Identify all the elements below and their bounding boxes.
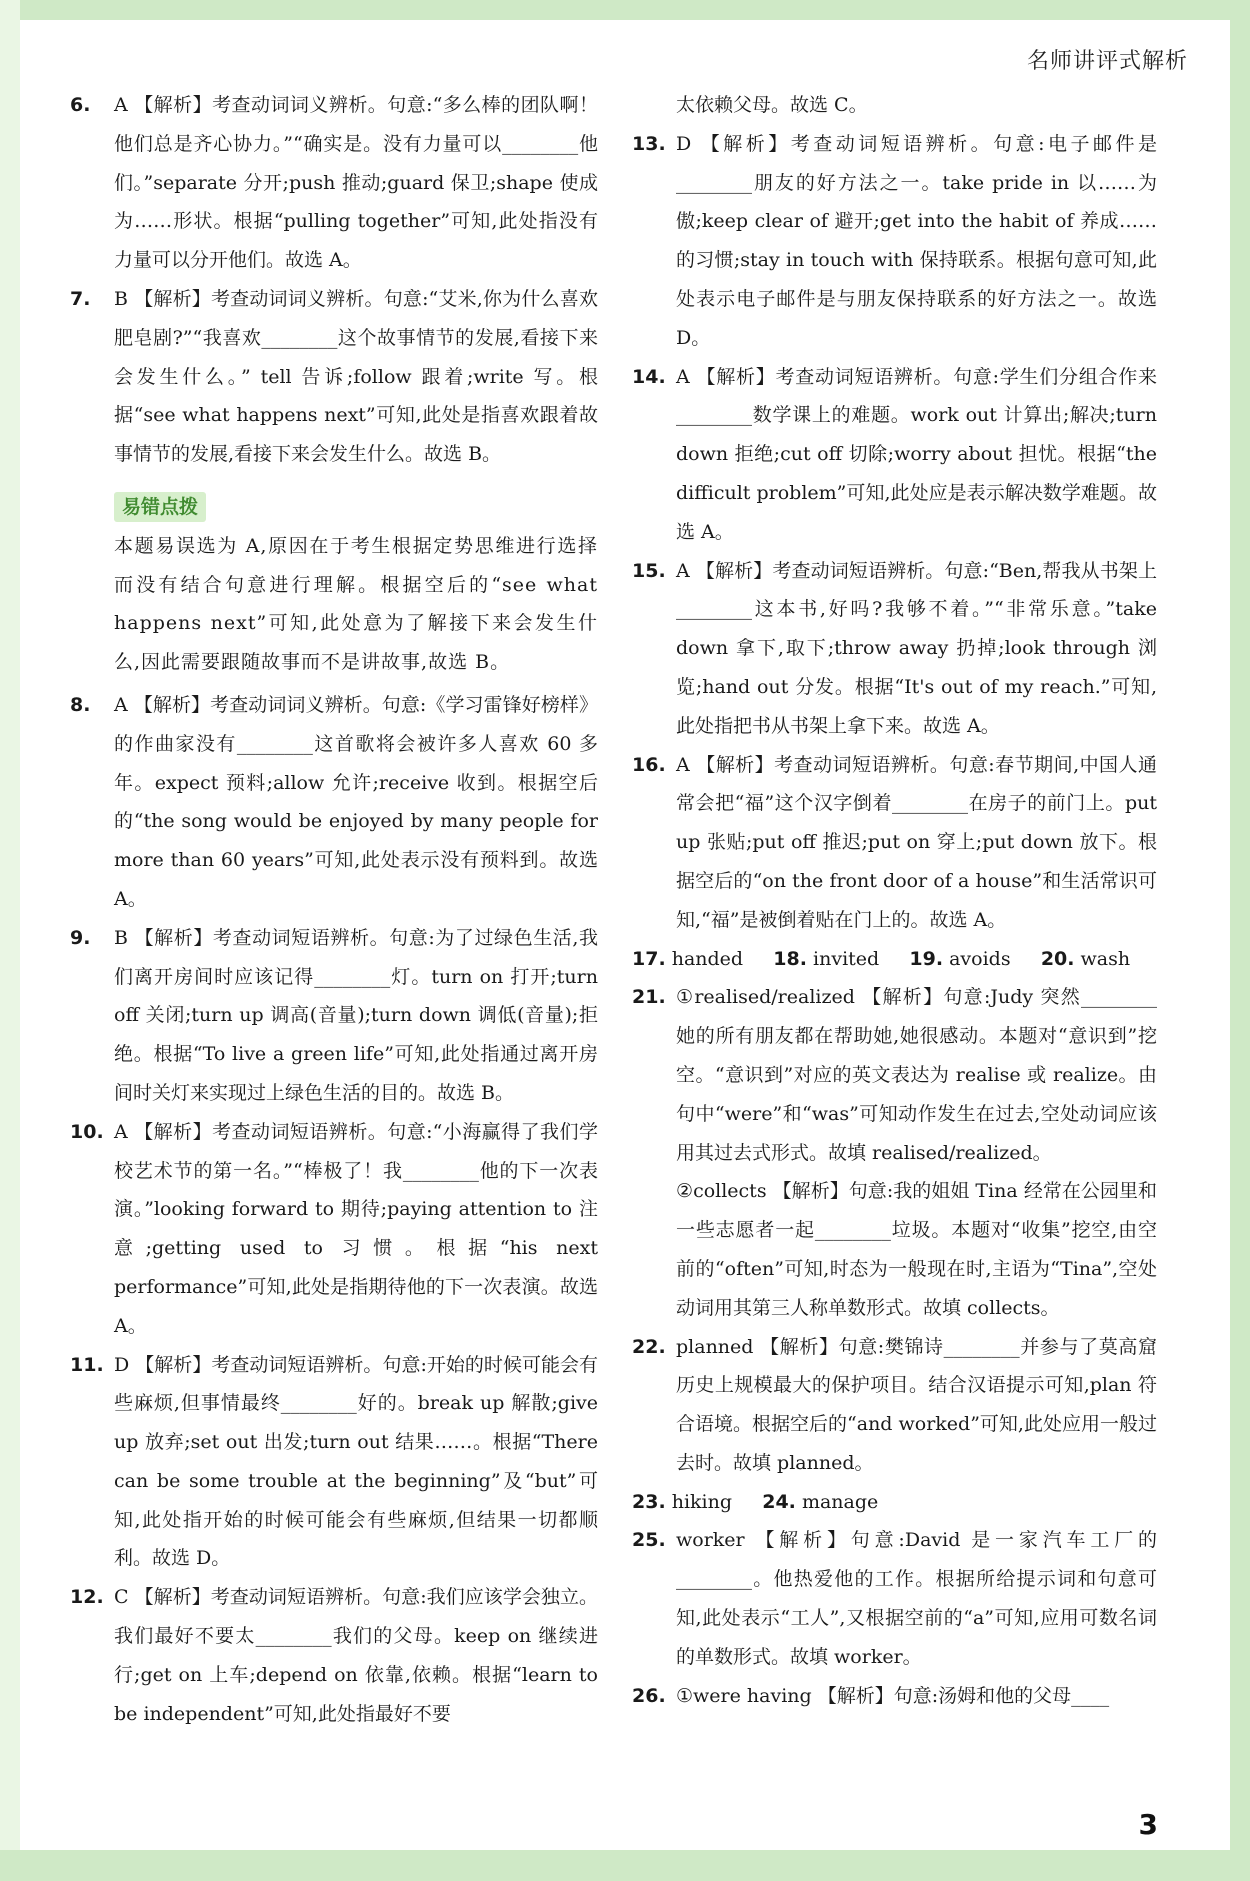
item-number: 10. — [70, 1120, 104, 1143]
item-number: 21. — [632, 986, 666, 1009]
page-frame-right — [1230, 0, 1250, 1881]
answer-item-16 — [632, 746, 1157, 940]
item-number: 6. — [70, 94, 91, 116]
item-number: 12. — [70, 1586, 104, 1609]
short-answer: wash — [1080, 947, 1131, 970]
error-tip-box — [114, 488, 598, 682]
answer-item-21-part-2: ②collects 【解析】句意:我的姐姐 Tina 经常在公园里和一些志愿者一起________垃圾。本题对“收集”挖空,由空前的“often”可知,时态为一般现在时,主语为“Tina”,空处动词用其第三人称单数形式。故填 collects。 — [676, 1180, 1157, 1319]
short-answer: hiking — [671, 1490, 733, 1513]
page-frame-bottom — [0, 1850, 1250, 1881]
item-number: 18. — [773, 947, 807, 970]
left-column — [70, 86, 598, 1733]
item-number: 15. — [632, 559, 666, 582]
item-text: D 【解析】考查动词短语辨析。句意:电子邮件是________朋友的好方法之一。take pride in 以……为傲;keep clear of 避开;get into the habit of 养成……的习惯;stay in touch with 保持联系。根据句意可知,此处表示电子邮件是与朋友保持联系的好方法之一。故选 D。 — [676, 132, 1157, 349]
short-answer: manage — [801, 1490, 879, 1513]
item-number: 9. — [70, 926, 91, 949]
item-number: 11. — [70, 1353, 104, 1376]
error-tip-title: 易错点拨 — [114, 492, 206, 522]
answer-item-11 — [70, 1346, 598, 1579]
item-number: 13. — [632, 132, 666, 155]
item-text: ①were having 【解析】句意:汤姆和他的父母____ — [676, 1684, 1110, 1707]
item-number: 7. — [70, 287, 91, 310]
short-answer: handed — [671, 947, 744, 970]
item-text: B 【解析】考查动词短语辨析。句意:为了过绿色生活,我们离开房间时应该记得________灯。turn on 打开;turn off 关闭;turn up 调高(音量);turn down 调低(音量);拒绝。根据“To live a green life”可知,此处指通过离开房间时关灯来实现过上绿色生活的目的。故选 B。 — [114, 926, 598, 1104]
item-text: planned 【解析】句意:樊锦诗________并参与了莫高窟历史上规模最大的保护项目。结合汉语提示可知,plan 符合语境。根据空后的“and worked”可知,此处应用一般过去时。故填 planned。 — [676, 1335, 1157, 1474]
item-text: D 【解析】考查动词短语辨析。句意:开始的时候可能会有些麻烦,但事情最终________好的。break up 解散;give up 放弃;set out 出发;turn out 结果……。根据“There can be some trouble at the beginning”及“but”可知,此处指开始的时候可能会有些麻烦,但结果一切都顺利。故选 D。 — [114, 1353, 598, 1570]
short-answer: avoids — [949, 947, 1011, 970]
item-text: A 【解析】考查动词短语辨析。句意:“Ben,帮我从书架上________这本书,好吗?我够不着。”“非常乐意。”take down 拿下,取下;throw away 扔掉;look through 浏览;hand out 分发。根据“It's out of my reach.”可知,此处指把书从书架上拿下来。故选 A。 — [676, 559, 1157, 737]
item-number: 16. — [632, 753, 666, 776]
item-number: 17. — [632, 947, 666, 970]
item-number: 19. — [909, 947, 944, 970]
item-text: A 【解析】考查动词短语辨析。句意:春节期间,中国人通常会把“福”这个汉字倒着________在房子的前门上。put up 张贴;put off 推迟;put on 穿上;put down 放下。根据空后的“on the front door of a house”和生活常识可知,“福”是被倒着贴在门上的。故选 A。 — [676, 753, 1157, 931]
item-number: 26. — [632, 1684, 666, 1707]
continued-text: 太依赖父母。故选 C。 — [676, 94, 868, 116]
short-answers-17-20 — [632, 940, 1157, 979]
answer-item-13 — [632, 125, 1157, 358]
answer-item-22 — [632, 1328, 1157, 1483]
item-number: 23. — [632, 1490, 666, 1513]
item-text: C 【解析】考查动词短语辨析。句意:我们应该学会独立。我们最好不要太________我们的父母。keep on 继续进行;get on 上车;depend on 依靠,依赖。根据“learn to be independent”可知,此处指最好不要 — [114, 1586, 598, 1725]
item-number: 24. — [762, 1490, 796, 1513]
answer-item-10 — [70, 1113, 598, 1346]
page-number: 3 — [1138, 1808, 1158, 1841]
item-number: 22. — [632, 1335, 666, 1358]
item-text: A 【解析】考查动词短语辨析。句意:学生们分组合作来________数学课上的难题。work out 计算出;解决;turn down 拒绝;cut off 切除;worry about 担忧。根据“the difficult problem”可知,此处应是表示解决数学难题。故选 A。 — [676, 365, 1157, 543]
answer-item-21 — [632, 978, 1157, 1172]
item-text: A 【解析】考查动词词义辨析。句意:《学习雷锋好榜样》的作曲家没有________这首歌将会被许多人喜欢 60 多年。expect 预料;allow 允许;receive 收到。根据空后的“the song would be enjoyed by many people for more than 60 years”可知,此处表示没有预料到。故选 A。 — [114, 693, 598, 910]
answer-item-9 — [70, 919, 598, 1113]
answer-item-26 — [632, 1677, 1157, 1716]
right-column — [632, 86, 1157, 1715]
item-number: 25. — [632, 1529, 666, 1552]
answer-item-14 — [632, 358, 1157, 552]
item-number: 8. — [70, 693, 91, 716]
answer-item-25 — [632, 1521, 1157, 1676]
item-text: B 【解析】考查动词词义辨析。句意:“艾米,你为什么喜欢肥皂剧?”“我喜欢________这个故事情节的发展,看接下来会发生什么。” tell 告诉;follow 跟着;write 写。根据“see what happens next”可知,此处是指喜欢跟着故事情节的发展,看接下来会发生什么。故选 B。 — [114, 287, 598, 466]
item-text: ①realised/realized 【解析】句意:Judy 突然________她的所有朋友都在帮助她,她很感动。本题对“意识到”挖空。“意识到”对应的英文表达为 realise 或 realize。由句中“were”和“was”可知动作发生在过去,空处动词应该用其过去式形式。故填 realised/realized。 — [676, 986, 1157, 1164]
answer-item-15 — [632, 552, 1157, 746]
item-text: A 【解析】考查动词短语辨析。句意:“小海赢得了我们学校艺术节的第一名。”“棒极了！我________他的下一次表演。”looking forward to 期待;paying attention to 注意;getting used to 习惯。根据“his next performance”可知,此处是指期待他的下一次表演。故选 A。 — [114, 1120, 598, 1337]
error-tip-text: 本题易误选为 A,原因在于考生根据定势思维进行选择而没有结合句意进行理解。根据空后的“see what happens next”可知,此处意为了解接下来会发生什么,因此需要跟随故事而不是讲故事,故选 B。 — [114, 534, 598, 674]
page-header: 名师讲评式解析 — [1026, 49, 1188, 74]
item-text: A 【解析】考查动词词义辨析。句意:“多么棒的团队啊！他们总是齐心协力。”“确实是。没有力量可以________他们。”separate 分开;push 推动;guard 保卫;shape 使成为……形状。根据“pulling together”可知,此处指没有力量可以分开他们。故选 A。 — [114, 94, 598, 272]
item-number: 20. — [1040, 947, 1075, 970]
answer-item-6 — [70, 86, 598, 280]
answer-item-12 — [70, 1578, 598, 1733]
answer-item-7 — [70, 280, 598, 474]
item-text: worker 【解析】句意:David 是一家汽车工厂的________。他热爱他的工作。根据所给提示词和句意可知,此处表示“工人”,又根据空前的“a”可知,应用可数名词的单数形式。故填 worker。 — [676, 1529, 1157, 1668]
short-answer: invited — [813, 947, 880, 970]
short-answers-23-24 — [632, 1483, 1157, 1522]
answer-item-8 — [70, 686, 598, 919]
item-number: 14. — [632, 365, 666, 388]
